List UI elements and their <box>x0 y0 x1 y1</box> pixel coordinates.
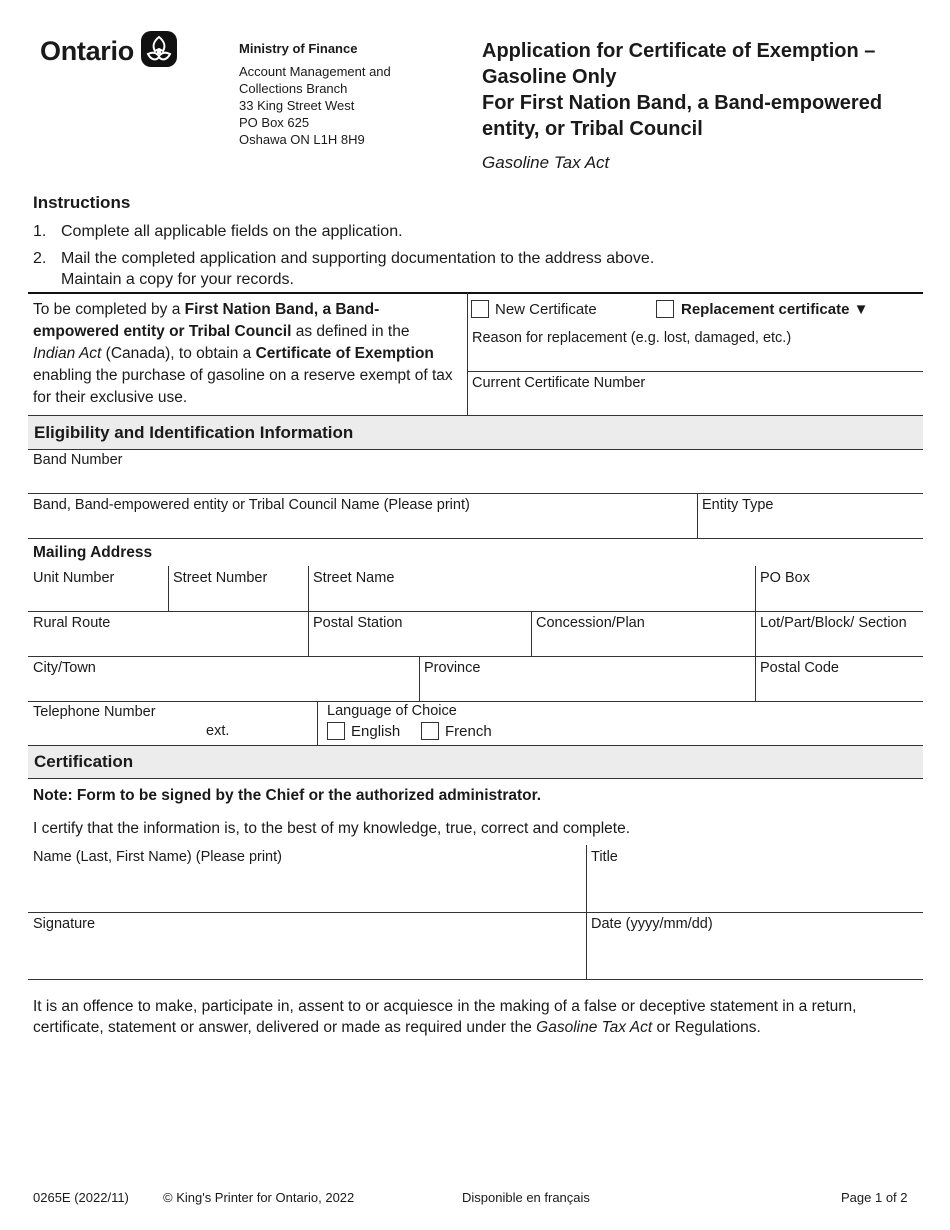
divider <box>28 979 923 980</box>
signature-field[interactable] <box>28 935 586 979</box>
band-number-field[interactable] <box>28 470 923 493</box>
signature-label: Signature <box>33 916 96 932</box>
french-checkbox[interactable] <box>421 722 439 740</box>
extension-label: ext. <box>206 723 230 739</box>
mailing-address-heading: Mailing Address <box>33 544 153 561</box>
telephone-number-field[interactable] <box>28 721 203 743</box>
certification-statement: I certify that the information is, to the best of my knowledge, true, correct and complete. <box>33 820 631 837</box>
extension-field[interactable] <box>232 721 316 743</box>
offence-italic: Gasoline Tax Act <box>536 1019 653 1036</box>
ministry-address-block <box>239 40 391 148</box>
postal-station-field[interactable] <box>309 633 531 655</box>
intro-text: as defined in the <box>291 323 410 340</box>
reason-for-replacement-field[interactable] <box>468 340 923 370</box>
telephone-number-label: Telephone Number <box>33 704 156 720</box>
title-line: entity, or Tribal Council <box>482 118 703 140</box>
province-field[interactable] <box>420 678 755 700</box>
band-name-field[interactable] <box>28 515 697 538</box>
form-title <box>482 38 882 142</box>
intro-italic: Indian Act <box>33 345 102 362</box>
concession-plan-label: Concession/Plan <box>536 615 645 631</box>
divider <box>28 538 923 539</box>
divider <box>28 912 923 913</box>
rural-route-label: Rural Route <box>33 615 111 631</box>
divider <box>317 701 318 745</box>
replacement-certificate-label: Replacement certificate ▼ <box>681 300 869 318</box>
logo-text: Ontario <box>40 36 134 66</box>
address-line: Oshawa ON L1H 8H9 <box>239 132 365 147</box>
intro-text: (Canada), to obtain a <box>101 345 256 362</box>
intro-text: enabling the purchase of gasoline on a reserve exempt of tax for their exclusive use. <box>33 367 453 406</box>
title-line: Application for Certificate of Exemption – <box>482 40 876 62</box>
current-certificate-number-field[interactable] <box>468 392 923 414</box>
divider <box>28 292 923 294</box>
address-line: PO Box 625 <box>239 115 310 130</box>
language-of-choice-label: Language of Choice <box>327 703 457 719</box>
divider <box>28 493 923 494</box>
name-field[interactable] <box>28 868 586 912</box>
date-label: Date (yyyy/mm/dd) <box>591 916 713 932</box>
address-line: Collections Branch <box>239 81 348 96</box>
divider <box>28 611 923 612</box>
postal-station-label: Postal Station <box>313 615 403 631</box>
city-town-field[interactable] <box>28 678 419 700</box>
divider <box>28 701 923 702</box>
po-box-field[interactable] <box>756 588 923 610</box>
entity-type-field[interactable] <box>698 515 923 538</box>
title-line: Gasoline Only <box>482 66 617 88</box>
intro-bold: First Nation Band, a Band-empowered entity or Tribal Council <box>33 301 380 340</box>
instruction-item <box>33 248 46 269</box>
postal-code-field[interactable] <box>756 678 923 700</box>
certification-note: Note: Form to be signed by the Chief or the authorized administrator. <box>33 787 542 804</box>
instruction-line: Mail the completed application and supporting documentation to the address above. <box>61 250 655 267</box>
english-option[interactable] <box>327 722 400 740</box>
lot-part-block-section-field[interactable] <box>756 633 923 655</box>
new-certificate-option[interactable] <box>471 300 597 318</box>
replacement-certificate-option[interactable] <box>656 300 868 318</box>
page-number: Page 1 of 2 <box>841 1190 908 1205</box>
new-certificate-checkbox[interactable] <box>471 300 489 318</box>
divider <box>28 656 923 657</box>
postal-code-label: Postal Code <box>760 660 839 676</box>
intro-text: To be completed by a <box>33 301 185 318</box>
address-line: Account Management and <box>239 64 391 79</box>
form-code: 0265E (2022/11) <box>33 1190 129 1205</box>
english-checkbox[interactable] <box>327 722 345 740</box>
unit-number-label: Unit Number <box>33 570 115 586</box>
replacement-certificate-checkbox[interactable] <box>656 300 674 318</box>
rural-route-field[interactable] <box>28 633 308 655</box>
ontario-logo <box>40 30 178 73</box>
band-name-label: Band, Band-empowered entity or Tribal Council Name (Please print) <box>33 497 470 513</box>
instruction-text <box>61 248 654 290</box>
band-number-label: Band Number <box>33 452 123 468</box>
po-box-label: PO Box <box>760 570 810 586</box>
copyright: © King's Printer for Ontario, 2022 <box>163 1190 355 1205</box>
unit-number-field[interactable] <box>28 588 168 610</box>
intro-paragraph <box>33 299 453 409</box>
eligibility-heading: Eligibility and Identification Information <box>28 415 923 450</box>
instruction-item <box>33 221 46 242</box>
instruction-line: Maintain a copy for your records. <box>61 271 294 288</box>
ministry-name: Ministry of Finance <box>239 41 358 56</box>
title-label: Title <box>591 849 618 865</box>
name-label: Name (Last, First Name) (Please print) <box>33 849 282 865</box>
date-field[interactable] <box>587 935 923 979</box>
address-line: 33 King Street West <box>239 98 355 113</box>
form-subtitle: Gasoline Tax Act <box>482 153 610 172</box>
instruction-text: Complete all applicable fields on the application. <box>61 223 403 240</box>
street-name-field[interactable] <box>309 588 755 610</box>
city-town-label: City/Town <box>33 660 96 676</box>
province-label: Province <box>424 660 481 676</box>
reason-for-replacement-label: Reason for replacement (e.g. lost, damaged, etc.) <box>472 330 792 346</box>
title-line: For First Nation Band, a Band-empowered <box>482 92 883 114</box>
french-availability: Disponible en français <box>462 1190 590 1205</box>
trillium-icon <box>140 30 178 73</box>
divider <box>468 371 923 372</box>
instruction-number: 2. <box>33 250 47 267</box>
new-certificate-label: New Certificate <box>495 300 597 318</box>
street-number-label: Street Number <box>173 570 268 586</box>
current-certificate-number-label: Current Certificate Number <box>472 375 646 391</box>
certification-heading: Certification <box>28 745 923 779</box>
lot-part-block-section-label: Lot/Part/Block/ Section <box>760 615 907 631</box>
offence-statement <box>33 996 913 1038</box>
instruction-number: 1. <box>33 223 47 240</box>
instructions-heading: Instructions <box>33 193 131 212</box>
title-field[interactable] <box>587 868 923 912</box>
english-label: English <box>351 722 401 740</box>
french-label: French <box>445 722 492 740</box>
offence-text: It is an offence to make, participate in, assent to or acquiesce in the making of a false or deceptive statement in a return, certificate, statement or answer, delivered or made as required under the <box>33 998 857 1036</box>
concession-plan-field[interactable] <box>532 633 755 655</box>
street-number-field[interactable] <box>169 588 308 610</box>
offence-text: or Regulations. <box>652 1019 761 1036</box>
street-name-label: Street Name <box>313 570 395 586</box>
french-option[interactable] <box>421 722 492 740</box>
intro-bold: Certificate of Exemption <box>255 345 434 362</box>
entity-type-label: Entity Type <box>702 497 774 513</box>
